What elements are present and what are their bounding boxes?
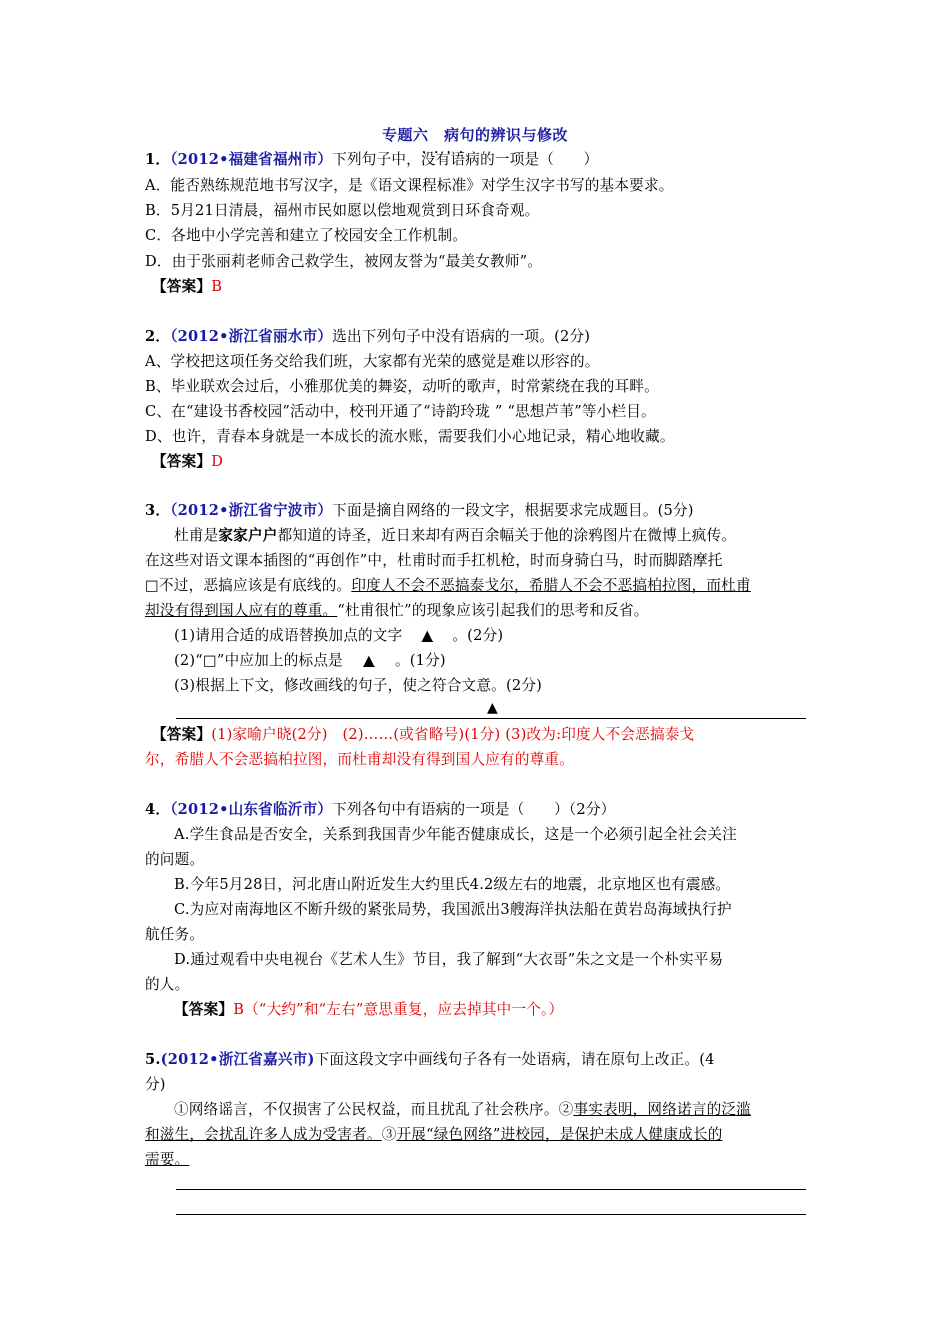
passage-line <box>174 526 736 546</box>
emphasis-text: 家家户户 <box>218 527 278 544</box>
option-a: A.学生食品是否安全，关系到我国青少年能否健康成长，这是一个必须引起全社会关注 <box>174 826 737 843</box>
question-source: （2012•浙江省丽水市） <box>170 328 333 345</box>
answer-text: B（“大约”和“左右”意思重复，应去掉其中一个。） <box>233 1001 564 1018</box>
option-b: B、毕业联欢会过后，小雅那优美的舞姿，动听的歌声，时常萦绕在我的耳畔。 <box>145 378 659 395</box>
answer-line <box>152 725 694 745</box>
answer-label: 【答案】 <box>174 1001 234 1018</box>
passage-line <box>145 601 649 621</box>
question-2-stem <box>145 327 590 347</box>
question-1-stem <box>145 150 598 170</box>
question-number: 3． <box>145 502 171 519</box>
underlined-sentence: 却没有得到国人应有的尊重。 <box>145 602 338 619</box>
sub-question-text: 。(1分) <box>394 652 446 669</box>
question-source: (2012•浙江省嘉兴市) <box>160 1051 315 1068</box>
passage-text: ③ <box>381 1126 397 1143</box>
question-3-stem <box>145 501 694 521</box>
page-title: 专题六 病句的辨识与修改 <box>381 126 568 144</box>
emphasis-dotted: 没有语病 • • • • <box>421 151 480 168</box>
passage-text: □不过，恶搞应该是有底线的。 <box>145 577 352 594</box>
question-number: 5. <box>145 1051 161 1068</box>
question-number: 4． <box>145 801 171 818</box>
question-4-stem <box>145 800 615 820</box>
option-a: A、学校把这项任务交给我们班，大家都有光荣的感觉是难以形容的。 <box>145 353 600 370</box>
stem-text: 下列各句中有语病的一项是（ ）（2分） <box>332 801 616 818</box>
option-c: C、在“建设书香校园”活动中，校刊开通了“诗韵玲珑 ” “思想芦苇”等小栏目。 <box>145 403 656 420</box>
answer-blank: ▲ <box>363 652 375 669</box>
answer-rule <box>176 1189 806 1190</box>
passage-text: ①网络谣言，不仅损害了公民权益，而且扰乱了社会秩序。② <box>174 1101 574 1118</box>
answer-line <box>174 1000 563 1020</box>
option-b: B.今年5月28日，河北唐山附近发生大约里氏4.2级左右的地震，北京地区也有震感。 <box>174 876 731 893</box>
option-a: A．能否熟练规范地书写汉字，是《语文课程标准》对学生汉字书写的基本要求。 <box>145 177 674 194</box>
answer-text: (1)家喻户晓(2分) (2)……(或省略号)(1分) (3)改为:印度人不会恶搞泰戈 <box>211 726 695 743</box>
question-source: （2012•山东省临沂市） <box>170 801 333 818</box>
answer-label: 【答案】 <box>152 726 212 743</box>
sub-question-2 <box>174 651 446 671</box>
question-source: （2012•浙江省宁波市） <box>170 502 333 519</box>
answer-rule <box>176 718 806 719</box>
question-5-stem-cont: 分) <box>145 1076 166 1093</box>
sub-question-text: 。(2分) <box>452 627 504 644</box>
sub-question-text: (2)“□”中应加上的标点是 <box>174 652 343 669</box>
passage-line <box>145 576 751 596</box>
answer-label: 【答案】 <box>152 278 212 295</box>
passage-line: 在这些对语文课本插图的“再创作”中，杜甫时而手扛机枪，时而身骑白马，时而脚踏摩托 <box>145 552 723 569</box>
answer-blank: ▲ <box>421 627 434 644</box>
answer-text: B <box>211 278 223 295</box>
option-a-cont: 的问题。 <box>145 851 205 868</box>
answer-line <box>152 452 223 472</box>
option-d-cont: 的人。 <box>145 976 190 993</box>
answer-text: D <box>211 453 224 470</box>
answer-line <box>152 277 222 297</box>
passage-line <box>145 1125 723 1145</box>
answer-label: 【答案】 <box>152 453 212 470</box>
underlined-sentence: 事实表明，网络诺言的泛滥 <box>573 1101 751 1118</box>
passage-line <box>174 1100 751 1120</box>
passage-text: 都知道的诗圣，近日来却有两百余幅关于他的涂鸦图片在微博上疯传。 <box>277 527 737 544</box>
question-number: 2． <box>145 328 171 345</box>
option-d: D.通过观看中央电视台《艺术人生》节目，我了解到“大衣哥”朱之文是一个朴实平易 <box>174 951 724 968</box>
passage-text: 杜甫是 <box>174 527 219 544</box>
sub-question-text: (1)请用合适的成语替换加点的文字 <box>174 627 403 644</box>
sub-question-1 <box>174 626 503 646</box>
stem-text: 的一项是（ ） <box>480 151 599 168</box>
stem-text: 选出下列句子中没有语病的一项。(2分) <box>332 328 591 345</box>
option-c: C．各地中小学完善和建立了校园安全工作机制。 <box>145 227 468 244</box>
question-source: （2012•福建省福州市） <box>170 151 333 168</box>
stem-text: 下面是摘自网络的一段文字，根据要求完成题目。(5分) <box>332 502 694 519</box>
question-5-stem <box>145 1050 715 1070</box>
answer-rule <box>176 1214 806 1215</box>
stem-text: 下面这段文字中画线句子各有一处语病，请在原句上改正。(4 <box>314 1051 715 1068</box>
passage-text: “杜甫很忙”的现象应该引起我们的思考和反省。 <box>337 602 649 619</box>
answer-text-cont: 尔，希腊人不会恶搞柏拉图，而杜甫却没有得到国人应有的尊重。 <box>145 751 575 768</box>
option-c: C.为应对南海地区不断升级的紧张局势，我国派出3艘海洋执法船在黄岩岛海域执行护 <box>174 901 732 918</box>
option-d: D．由于张丽莉老师舍己救学生，被网友誉为“最美女教师”。 <box>145 253 543 270</box>
option-b: B．5月21日清晨，福州市民如愿以偿地观赏到日环食奇观。 <box>145 202 540 219</box>
underlined-sentence: 需要。 <box>145 1151 190 1168</box>
stem-text: 下列句子中， <box>332 151 421 168</box>
underlined-sentence: 开展“绿色网络”进校园，是保护未成人健康成长的 <box>396 1126 723 1143</box>
option-c-cont: 航任务。 <box>145 926 205 943</box>
underlined-sentence: 和滋生，会扰乱许多人成为受害者。 <box>145 1126 382 1143</box>
question-number: 1． <box>145 151 171 168</box>
option-d: D、也许，青春本身就是一本成长的流水账，需要我们小心地记录，精心地收藏。 <box>145 428 675 445</box>
answer-triangle-mark: ▲ <box>487 700 498 716</box>
underlined-sentence: 印度人不会不恶搞泰戈尔，希腊人不会不恶搞柏拉图，而杜甫 <box>351 577 751 594</box>
sub-question-3: (3)根据上下文，修改画线的句子，使之符合文意。(2分) <box>174 677 543 694</box>
